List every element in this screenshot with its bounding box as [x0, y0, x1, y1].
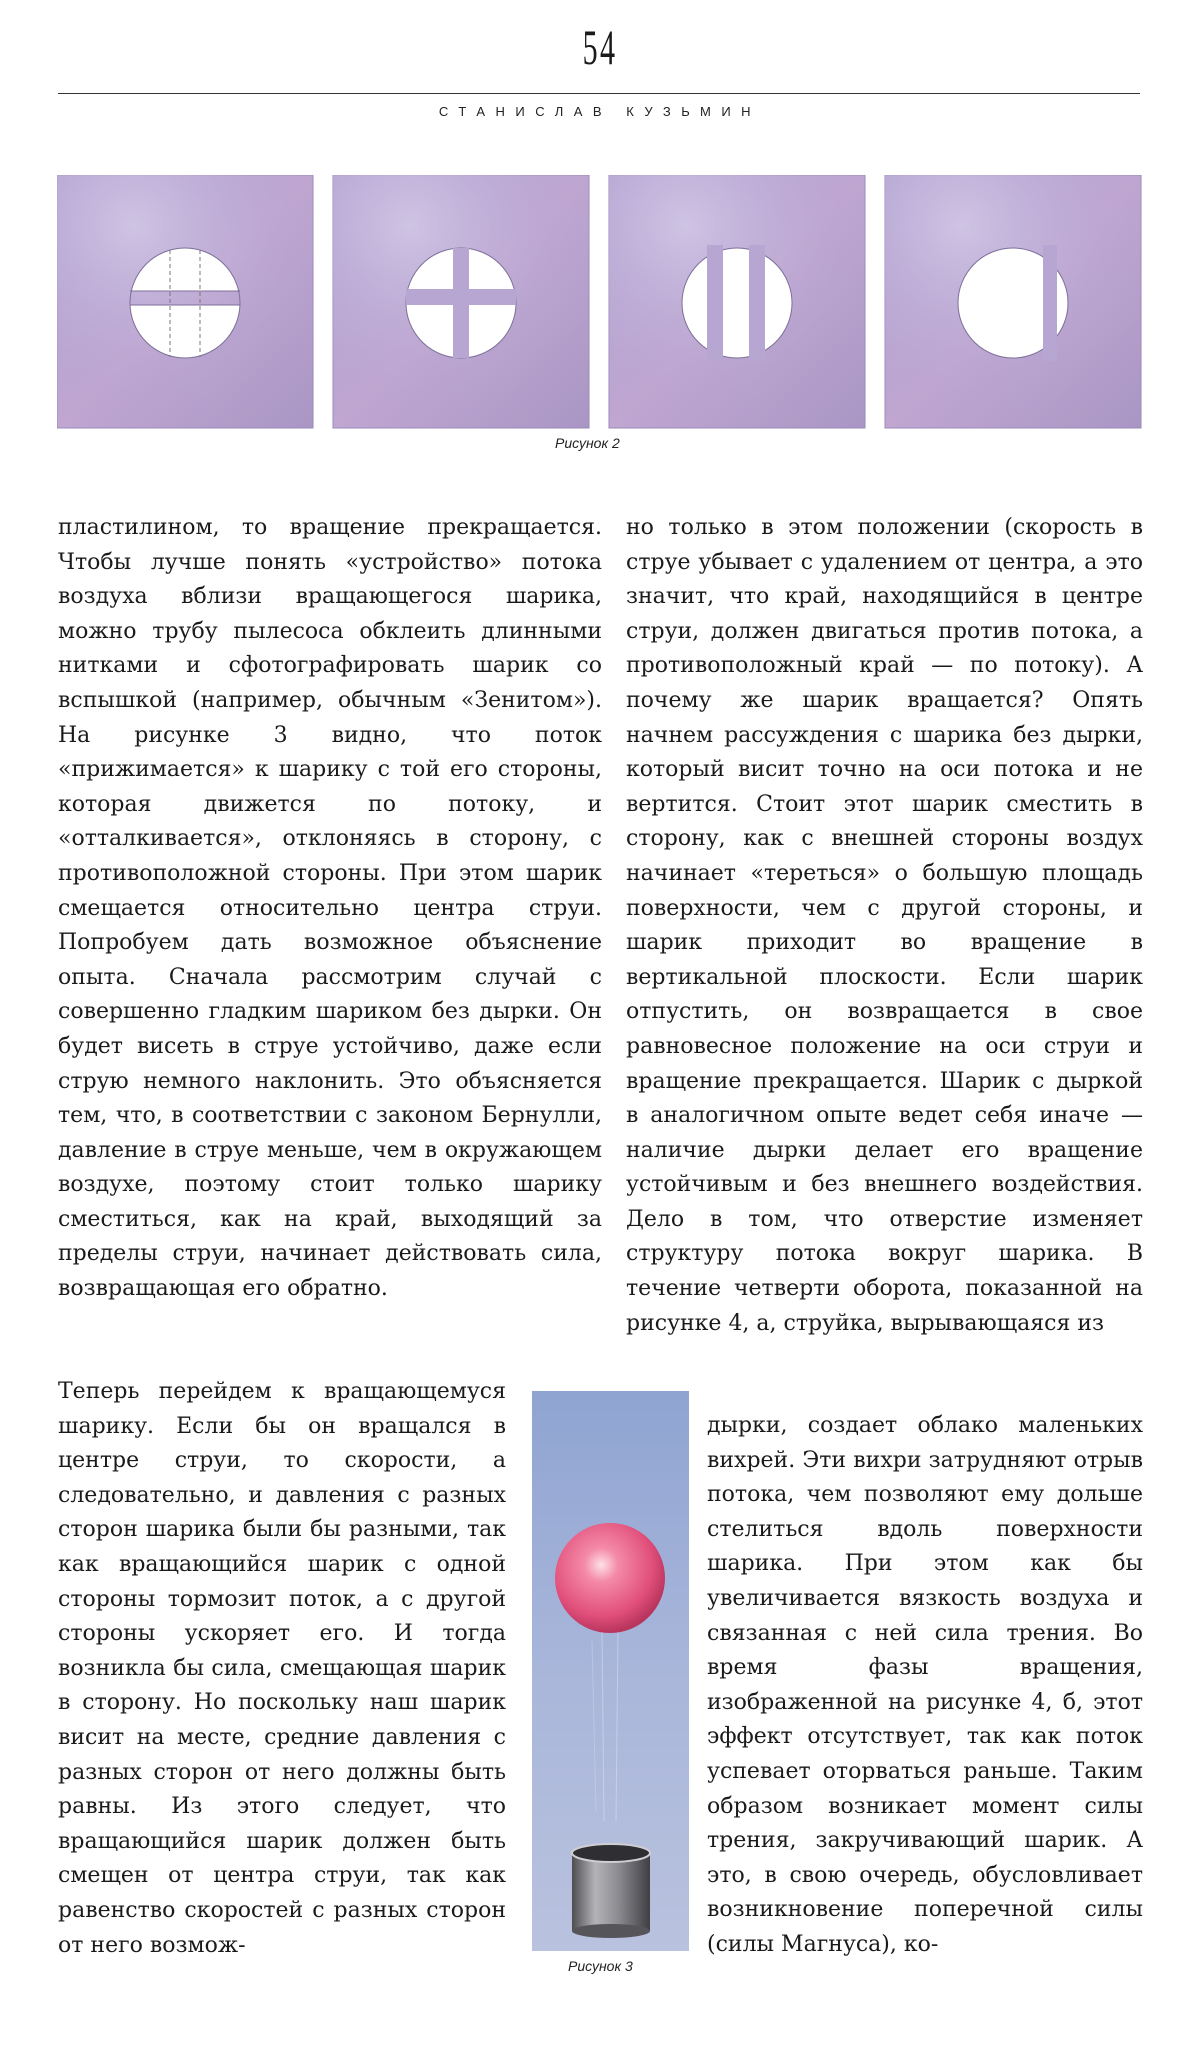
figure-3 [532, 1391, 689, 1951]
figure-2-panel-2 [333, 175, 589, 428]
figure-3-caption: Рисунок 3 [568, 1958, 633, 1974]
paragraph: Теперь перейдем к вращающемуся шарику. Если бы он вращался в центре струи, то скорости, а следовательно, и давления с разных сторон шарика были бы разными, так как вращающийся шарик с одной стороны тормозит поток, а с другой стороны ускоряет его. И тогда возникла бы сила, смещающая шарик в сторону. Но поскольку наш шарик висит на месте, средние давления с разных сторон от него должны быть равны. Из этого следует, что вращающийся шарик должен быть смещен от центра струи, так как равенство скоростей с разных сторон от него возмож- [58, 1379, 506, 1958]
figure-2-illustration [57, 175, 1142, 430]
figure-3-illustration [532, 1391, 689, 1951]
paragraph: пластилином, то вращение прекращается. Чтобы лучше понять «устройство» потока воздуха вблизи вращающегося шарика, можно трубу пылесоса обклеить длинными нитками и сфотографировать шарик со вспышкой (например, обычным «Зенитом»). На рисунке 3 видно, что поток «прижимается» к шарику с той его стороны, которая движется по потоку, и «отталкивается», отклоняясь в сторону, с противоположной стороны. При этом шарик смещается относительно центра струи. Попробуем дать возможное объяснение опыта. Сначала рассмотрим случай с совершенно гладким шариком без дырки. Он будет висеть в струе устойчиво, даже если струю немного наклонить. Это объясняется тем, что, в соответствии с законом Бернулли, давление в струе меньше, чем в окружающем воздухе, поэтому стоит только шарику сместиться, как на край, выходящий за пределы струи, начинает действовать сила, возвращающая его обратно. [58, 515, 602, 1302]
text-column-left-narrow [58, 1375, 506, 1963]
figure-2 [57, 175, 1142, 430]
header-rule [58, 93, 1140, 94]
paragraph: дырки, создает облако маленьких вихрей. Эти вихри затрудняют отрыв потока, чем позволяют ему дольше стелиться вдоль поверхности шарика. При этом как бы увеличивается вязкость воздуха и связанная с ней сила трения. Во время фазы вращения, изображенной на рисунке 4, б, этот эффект отсутствует, так как поток успевает оторваться раньше. Таким образом возникает момент силы трения, закручивающий шарик. А это, в свою очередь, обусловливает возникновение поперечной силы (силы Магнуса), ко- [707, 1413, 1143, 1957]
figure-2-panel-4 [885, 175, 1141, 428]
text-column-right-narrow [707, 1409, 1143, 1963]
figure-2-caption: Рисунок 2 [555, 435, 620, 451]
page-number: 54 [582, 19, 618, 75]
figure-3-tube [572, 1844, 650, 1938]
figure-3-ball [555, 1523, 665, 1633]
text-column-left [58, 511, 602, 1307]
text-column-right [626, 511, 1143, 1341]
running-head: СТАНИСЛАВ КУЗЬМИН [438, 104, 762, 119]
figure-2-panel-3 [609, 175, 865, 428]
figure-2-panel-1 [57, 175, 313, 428]
paragraph: но только в этом положении (скорость в струе убывает с удалением от центра, а это значит, что край, находящийся в центре струи, должен двигаться против потока, а противоположный край — по потоку). А почему же шарик вращается? Опять начнем рассуждения с шарика без дырки, который висит точно на оси потока и не вертится. Стоит этот шарик сместить в сторону, как с внешней стороны воздух начинает «тереться» о большую площадь поверхности, чем с другой стороны, и шарик приходит во вращение в вертикальной плоскости. Если шарик отпустить, он возвращается в свое равновесное положение на оси струи и вращение прекращается. Шарик с дыркой в аналогичном опыте ведет себя иначе — наличие дырки делает его вращение устойчивым и без внешнего воздействия. Дело в том, что отверстие изменяет структуру потока вокруг шарика. В течение четверти оборота, показанной на рисунке 4, а, струйка, вырывающаяся из [626, 515, 1143, 1336]
